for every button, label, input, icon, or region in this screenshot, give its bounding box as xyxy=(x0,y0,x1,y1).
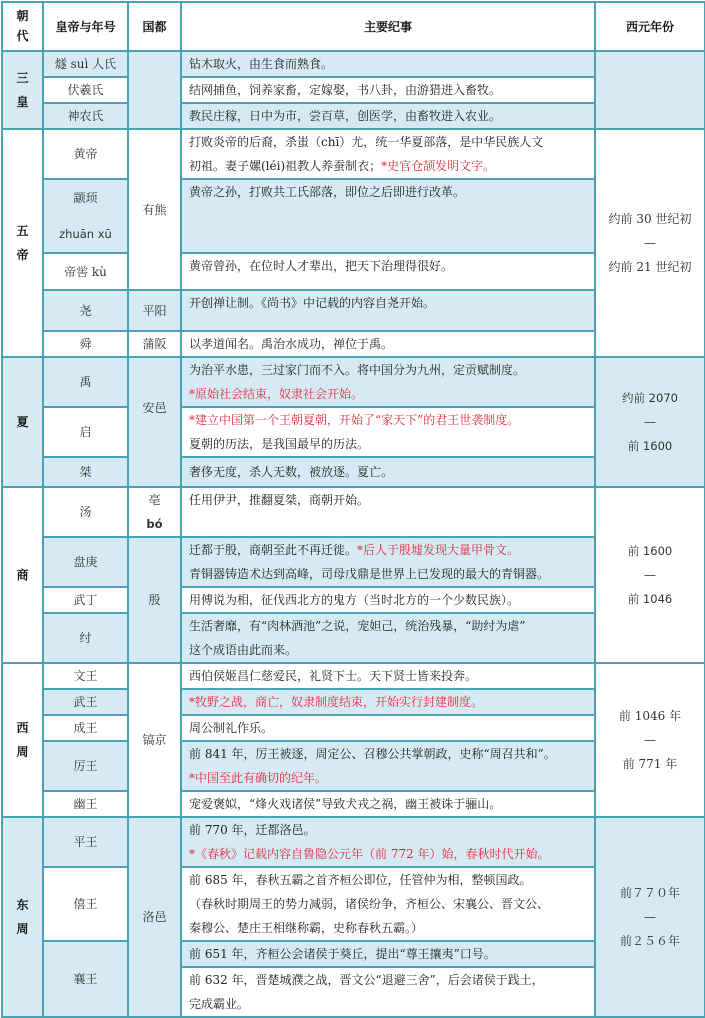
capital-cell: 镐京 xyxy=(128,663,181,817)
dynasty-xizhou: 西周 xyxy=(2,663,43,817)
years-dongzhou: 前７７０年 — 前２５６年 xyxy=(595,817,705,1017)
header-row xyxy=(2,2,705,51)
emperor-cell: 舜 xyxy=(43,331,128,357)
table-row xyxy=(2,817,705,867)
event-cell: 为治平水患，三过家门而不入。将中国分为九州，定贡赋制度。 *原始社会结束，奴隶社会开始。 xyxy=(181,357,595,407)
emperor-cell: 幽王 xyxy=(43,791,128,817)
event-cell: 奢侈无度，杀人无数，被放逐。夏亡。 xyxy=(181,457,595,487)
capital-cell: 洛邑 xyxy=(128,817,181,1017)
capital-cell: 平阳 xyxy=(128,290,181,331)
capital-cell: 安邑 xyxy=(128,357,181,487)
event-cell: 以孝道闻名。禹治水成功，禅位于禹。 xyxy=(181,331,595,357)
event-cell: 钻木取火，由生食而熟食。 xyxy=(181,51,595,77)
years-xizhou: 前 1046 年 — 前 771 年 xyxy=(595,663,705,817)
event-cell: 宠爱褒姒，“烽火戏诸侯”导致犬戎之祸，幽王被诛于骊山。 xyxy=(181,791,595,817)
capital-cell: 有熊 xyxy=(128,129,181,290)
table-row xyxy=(2,487,705,537)
event-cell: 教民庄稼，日中为市，尝百草，创医学，由畜牧进入农业。 xyxy=(181,103,595,129)
emperor-cell: 桀 xyxy=(43,457,128,487)
highlight-text: *《春秋》记载内容自鲁隐公元年（前 772 年）始，春秋时代开始。 xyxy=(189,847,550,861)
capital-cell: 亳 bó xyxy=(128,487,181,537)
event-cell: 周公制礼作乐。 xyxy=(181,715,595,741)
emperor-cell: 汤 xyxy=(43,487,128,537)
table-row xyxy=(2,663,705,689)
emperor-cell: 厉王 xyxy=(43,741,128,791)
emperor-cell: 文王 xyxy=(43,663,128,689)
emperor-cell: 成王 xyxy=(43,715,128,741)
highlight-text: *建立中国第一个王朝夏朝，开始了“家天下”的君王世袭制度。 xyxy=(189,413,520,427)
event-cell: 黄帝之孙，打败共工氏部落，即位之后即进行改革。 xyxy=(181,179,595,253)
capital-cell: 蒲阪 xyxy=(128,331,181,357)
emperor-cell: 黄帝 xyxy=(43,129,128,179)
emperor-cell: 启 xyxy=(43,407,128,457)
event-cell: 迁都于殷，商朝至此不再迁徙。*后人于殷墟发现大量甲骨文。 青铜器铸造术达到高峰，司母戊鼎是世界上已发现的最大的青铜器。 xyxy=(181,537,595,587)
header-dynasty: 朝代 xyxy=(2,2,43,51)
event-cell: 前 770 年，迁都洛邑。 *《春秋》记载内容自鲁隐公元年（前 772 年）始，春秋时代开始。 xyxy=(181,817,595,867)
emperor-cell: 纣 xyxy=(43,613,128,663)
header-emperor: 皇帝与年号 xyxy=(43,2,128,51)
dynasty-shang: 商 xyxy=(2,487,43,663)
history-table xyxy=(1,1,705,1018)
highlight-text: *中国至此有确切的纪年。 xyxy=(189,771,328,785)
event-cell: 结网捕鱼，饲养家畜，定嫁娶，书八卦，由游猎进入畜牧。 xyxy=(181,77,595,103)
table-row xyxy=(2,51,705,77)
highlight-text: *原始社会结束，奴隶社会开始。 xyxy=(189,387,364,401)
event-cell: 前 632 年，晋楚城濮之战，晋文公“退避三舍”，后会诸侯于践土， 完成霸业。 xyxy=(181,967,595,1017)
highlight-text: *后人于殷墟发现大量甲骨文。 xyxy=(357,543,520,557)
emperor-cell: 神农氏 xyxy=(43,103,128,129)
emperor-cell: 尧 xyxy=(43,290,128,331)
years-xia: 约前 2070 — 前 1600 xyxy=(595,357,705,487)
years-wudi: 约前 30 世纪初 — 约前 21 世纪初 xyxy=(595,129,705,357)
emperor-cell: 盘庚 xyxy=(43,537,128,587)
event-cell: 生活奢靡，有“肉林酒池”之说，宠妲己，统治残暴，“助纣为虐” 这个成语由此而来。 xyxy=(181,613,595,663)
header-events: 主要纪事 xyxy=(181,2,595,51)
capital-cell: 殷 xyxy=(128,537,181,663)
event-cell: *建立中国第一个王朝夏朝，开始了“家天下”的君王世袭制度。 夏朝的历法，是我国最早的历法。 xyxy=(181,407,595,457)
event-cell: 黄帝曾孙，在位时人才辈出，把天下治理得很好。 xyxy=(181,253,595,290)
capital-cell xyxy=(128,51,181,129)
years-sanhuang xyxy=(595,51,705,129)
table-row xyxy=(2,129,705,179)
event-cell: 前 841 年，厉王被逐，周定公、召穆公共掌朝政，史称“周召共和”。 *中国至此有确切的纪年。 xyxy=(181,741,595,791)
years-shang: 前 1600 — 前 1046 xyxy=(595,487,705,663)
emperor-cell: 襄王 xyxy=(43,941,128,1017)
emperor-cell: 燧 suì 人氏 xyxy=(43,51,128,77)
emperor-cell: 武丁 xyxy=(43,587,128,613)
emperor-cell: 颛顼 zhuān xū xyxy=(43,179,128,253)
dynasty-dongzhou: 东周 xyxy=(2,817,43,1017)
table-row xyxy=(2,357,705,407)
event-cell: 前 651 年，齐桓公会诸侯于葵丘，提出“尊王攘夷”口号。 xyxy=(181,941,595,967)
event-cell: 西伯侯姬昌仁慈爱民，礼贤下士。天下贤士皆来投奔。 xyxy=(181,663,595,689)
emperor-cell: 僖王 xyxy=(43,867,128,941)
event-cell: 用傅说为相，征伐西北方的鬼方（当时北方的一个少数民族）。 xyxy=(181,587,595,613)
emperor-cell: 武王 xyxy=(43,689,128,715)
dynasty-wudi: 五帝 xyxy=(2,129,43,357)
event-cell: *牧野之战，商亡，奴隶制度结束，开始实行封建制度。 xyxy=(181,689,595,715)
emperor-cell: 帝喾 kù xyxy=(43,253,128,290)
emperor-cell: 平王 xyxy=(43,817,128,867)
dynasty-sanhuang: 三皇 xyxy=(2,51,43,129)
emperor-cell: 禹 xyxy=(43,357,128,407)
highlight-text: *史官仓颉发明文字。 xyxy=(381,159,496,173)
emperor-cell: 伏羲氏 xyxy=(43,77,128,103)
event-cell: 任用伊尹，推翻夏桀，商朝开始。 xyxy=(181,487,595,537)
event-cell: 开创禅让制。《尚书》中记载的内容自尧开始。 xyxy=(181,290,595,331)
header-capital: 国都 xyxy=(128,2,181,51)
dynasty-xia: 夏 xyxy=(2,357,43,487)
event-cell: 打败炎帝的后裔，杀蚩（chī）尤，统一华夏部落，是中华民族人文 初祖。妻子嫘(léi)祖教人养蚕制衣；*史官仓颉发明文字。 xyxy=(181,129,595,179)
header-years: 西元年份 xyxy=(595,2,705,51)
event-cell: 前 685 年，春秋五霸之首齐桓公即位，任管仲为相，整顿国政。 （春秋时期周王的势力减弱，诸侯纷争，齐桓公、宋襄公、晋文公、 秦穆公、楚庄王相继称霸，史称春秋五霸。） xyxy=(181,867,595,941)
